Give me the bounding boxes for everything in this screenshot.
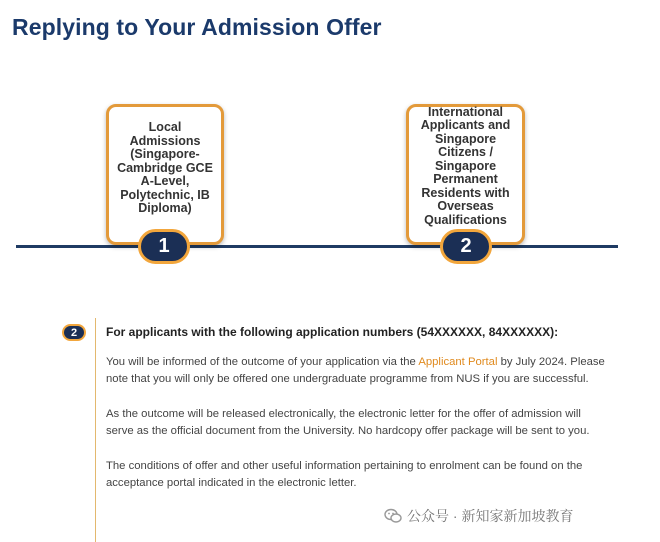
watermark-text: 公众号 · 新知家新加坡教育	[407, 508, 574, 524]
paragraph-electronic-letter: As the outcome will be released electronically, the electronic letter for the offer of admission will serve as the official document from the University. No hardcopy offer package will be sent to you.	[106, 408, 590, 437]
section-number-badge: 2	[62, 324, 86, 341]
section-content	[106, 325, 606, 492]
wechat-icon	[384, 508, 402, 524]
paragraph-text: by July 2024. Please note that you will only be offered one undergraduate programme from NUS if you are successful.	[106, 356, 605, 385]
timeline-card-international-applicants	[406, 104, 525, 245]
timeline-step-badge-2: 2	[440, 229, 492, 264]
section-vertical-line	[95, 318, 96, 542]
timeline-card-local-admissions	[106, 104, 224, 245]
paragraph-outcome-notice	[106, 354, 606, 388]
timeline-step-badge-1: 1	[138, 229, 190, 264]
watermark	[384, 506, 573, 526]
paragraph-text: You will be informed of the outcome of your application via the	[106, 356, 419, 368]
timeline-line	[16, 245, 618, 248]
section-heading: For applicants with the following application numbers (54XXXXXX, 84XXXXXX):	[106, 325, 559, 339]
paragraph-conditions-of-offer: The conditions of offer and other useful information pertaining to enrolment can be found on the acceptance portal indicated in the electronic letter.	[106, 460, 583, 489]
timeline-card-label: Local Admissions (Singapore-Cambridge GCE A-Level, Polytechnic, IB Diploma)	[117, 120, 213, 216]
applicant-portal-link[interactable]: Applicant Portal	[418, 356, 498, 368]
page-title: Replying to Your Admission Offer	[12, 14, 382, 40]
timeline-card-label: International Applicants and Singapore Citizens / Singapore Permanent Residents with Overseas Qualifications	[420, 104, 511, 227]
